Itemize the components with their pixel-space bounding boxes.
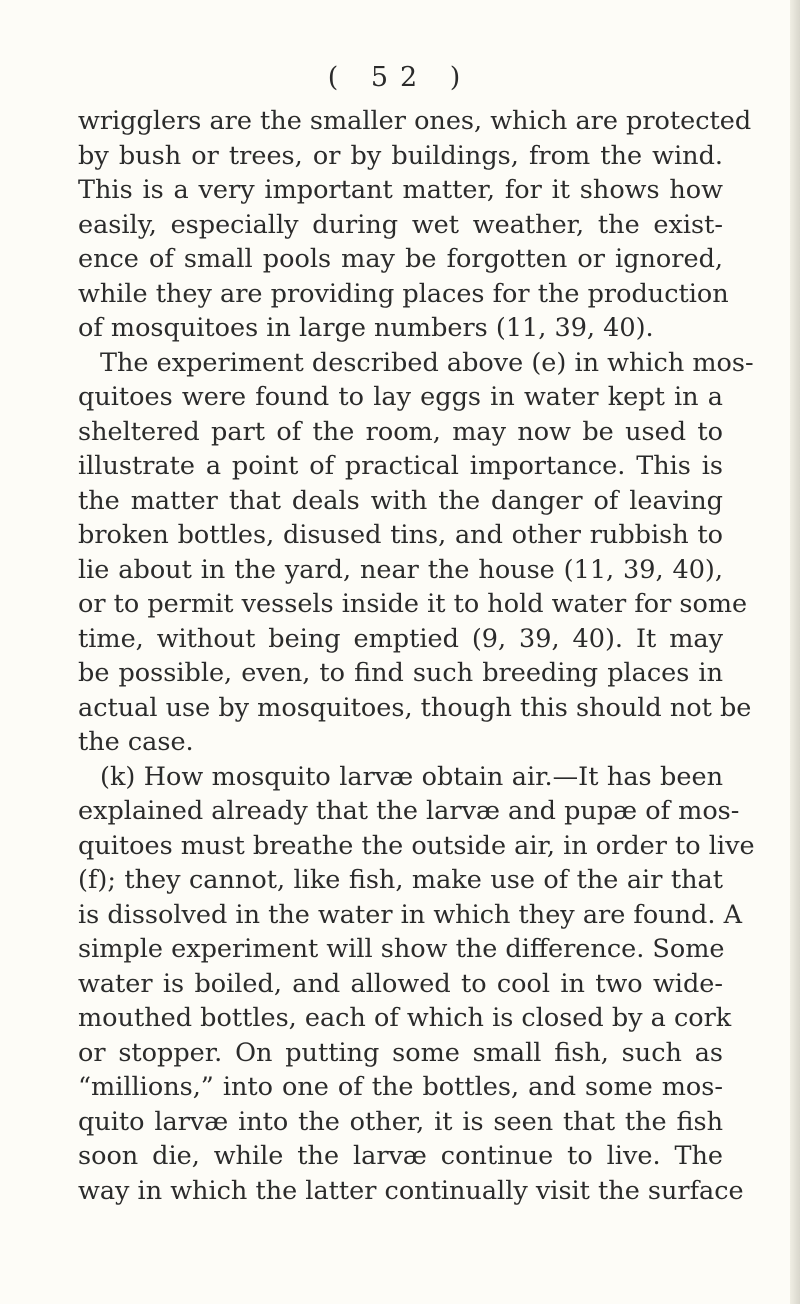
text-line: or to permit vessels inside it to hold water for some bbox=[78, 589, 748, 619]
text-line: lie about in the yard, near the house (11, 39, 40), bbox=[78, 554, 723, 585]
text-line: be possible, even, to find such breeding places in bbox=[78, 658, 723, 688]
text-line: easily, especially during wet weather, the exist- bbox=[78, 209, 723, 240]
text-line: explained already that the larvæ and pupæ of mos- bbox=[78, 796, 740, 826]
text-line: “millions,” into one of the bottles, and some mos- bbox=[78, 1072, 723, 1102]
text-line: (k) How mosquito larvæ obtain air.—It has been bbox=[100, 761, 723, 792]
text-line: broken bottles, disused tins, and other rubbish to bbox=[78, 520, 723, 550]
body-text bbox=[78, 104, 755, 1208]
text-line: time, without being emptied (9, 39, 40). It may bbox=[78, 623, 723, 654]
page-number: ( 52 ) bbox=[327, 62, 473, 93]
text-line: (f); they cannot, like fish, make use of the air that bbox=[78, 865, 723, 895]
page-edge-shadow bbox=[790, 0, 800, 1304]
text-line: quitoes must breathe the outside air, in order to live bbox=[78, 830, 755, 861]
text-line: quito larvæ into the other, it is seen that the fish bbox=[78, 1106, 723, 1137]
text-line: while they are providing places for the production bbox=[78, 278, 729, 309]
text-line: by bush or trees, or by buildings, from the wind. bbox=[78, 140, 723, 171]
text-line: water is boiled, and allowed to cool in two wide- bbox=[78, 968, 723, 999]
text-line: is dissolved in the water in which they are found. A bbox=[78, 899, 742, 930]
text-line: way in which the latter continually visit the surface bbox=[78, 1175, 744, 1206]
text-line: This is a very important matter, for it shows how bbox=[78, 175, 723, 205]
text-line: the case. bbox=[78, 727, 194, 757]
text-line: The experiment described above (e) in which mos- bbox=[100, 347, 754, 378]
text-line: of mosquitoes in large numbers (11, 39, 40). bbox=[78, 313, 654, 343]
text-line: sheltered part of the room, may now be used to bbox=[78, 416, 723, 447]
text-line: mouthed bottles, each of which is closed by a cork bbox=[78, 1003, 732, 1033]
text-line: the matter that deals with the danger of leaving bbox=[78, 485, 723, 516]
text-line: or stopper. On putting some small fish, such as bbox=[78, 1037, 723, 1068]
text-line: wrigglers are the smaller ones, which are protected bbox=[78, 106, 752, 136]
text-line: illustrate a point of practical importance. This is bbox=[78, 451, 723, 481]
text-line: soon die, while the larvæ continue to live. The bbox=[78, 1141, 723, 1171]
text-line: ence of small pools may be forgotten or ignored, bbox=[78, 244, 723, 274]
text-line: quitoes were found to lay eggs in water kept in a bbox=[78, 382, 723, 412]
text-line: simple experiment will show the difference. Some bbox=[78, 934, 725, 964]
text-line: actual use by mosquitoes, though this should not be bbox=[78, 692, 752, 723]
